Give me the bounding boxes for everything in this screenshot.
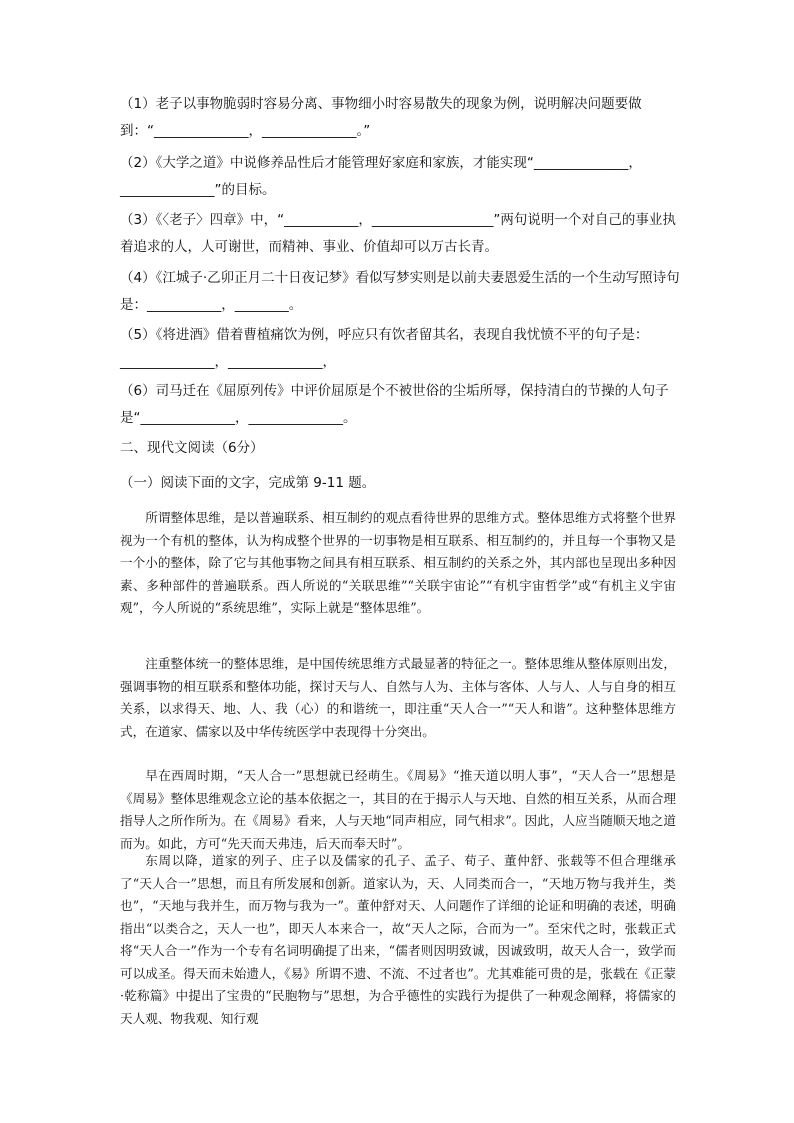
question-6: （6）司马迁在《屈原列传》中评价屈原是个不被世俗的尘垢所辱，保持清白的节操的人句子是“______________，______________。 bbox=[120, 383, 669, 426]
passage-paragraph-3: 早在西周时期，“天人合一”思想就已经萌生。《周易》“推天道以明人事”，“天人合一”思想是《周易》整体思维观念立论的基本依据之一，其目的在于揭示人与天地、自然的相互关系，从而合理指导人之所作所为。在《周易》看来，人与天地“同声相应，同气相求”。因此，人应当随顺天地之道而为。如此，方可“先天而天弗违，后天而奉天时”。 bbox=[120, 768, 676, 851]
question-5: （5）《将进酒》借着曹植痛饮为例，呼应只有饮者留其名，表现自我忧愤不平的句子是：______________，______________， bbox=[120, 327, 649, 370]
passage-paragraph-2: 注重整体统一的整体思维，是中国传统思维方式最显著的特征之一。整体思维从整体原则出发，强调事物的相互联系和整体功能，探讨天与人、自然与人为、主体与客体、人与人、人与自身的相互关系，以求得天、地、人、我（心）的和谐统一，即注重“天人合一”“天人和谐”。这种整体思维方式，在道家、儒家以及中华传统医学中表现得十分突出。 bbox=[120, 656, 676, 739]
subsection-title: （一）阅读下面的文字，完成第 9-11 题。 bbox=[120, 475, 376, 491]
passage-paragraph-1: 所谓整体思维，是以普遍联系、相互制约的观点看待世界的思维方式。整体思维方式将整个世界视为一个有机的整体，认为构成整个世界的一切事物是相互联系、相互制约的，并且每一个事物又是一个小的整体，除了它与其他事物之间具有相互联系、相互制约的关系之外，其内部也呈现出多种因素、多种部件的普遍联系。西人所说的“关联思维”“关联宇宙论”“有机宇宙哲学”或“有机主义宇宙观”，今人所说的“系统思维”，实际上就是“整体思维”。 bbox=[120, 510, 676, 615]
question-3: （3）《〈老子〉四章》中，“___________，__________________”两句说明一个对自己的事业执着追求的人，人可谢世，而精神、事业、价值却可以万古长青。 bbox=[120, 212, 676, 255]
question-1: （1）老子以事物脆弱时容易分离、事物细小时容易散失的现象为例，说明解决问题要做到：“______________，______________。” bbox=[120, 96, 642, 139]
question-4: （4）《江城子·乙卯正月二十日夜记梦》看似写梦实则是以前夫妻恩爱生活的一个生动写照诗句是：___________，________。 bbox=[120, 270, 680, 313]
section-title: 二、现代文阅读（6分） bbox=[120, 440, 264, 456]
passage-paragraph-4: 东周以降，道家的列子、庄子以及儒家的孔子、孟子、荀子、董仲舒、张载等不但合理继承了“天人合一”思想，而且有所发展和创新。道家认为，天、人同类而合一，“天地万物与我并生，类也”，“天地与我并生，而万物与我为一”。董仲舒对天、人问题作了详细的论证和明确的表述，明确指出“以类合之，天人一也”，即天人本来合一，故“天人之际，合而为一”。至宋代之时，张载正式将“天人合一”作为一个专有名词明确提了出来，“儒者则因明致诚，因诚致明，故天人合一，致学而可以成圣。得天而未始遗人，《易》所谓不遗、不流、不过者也”。尤其难能可贵的是，张载在《正蒙·乾称篇》中提出了宝贵的“民胞物与”思想，为合乎德性的实践行为提供了一种观念阐释，将儒家的天人观、物我观、知行观 bbox=[120, 853, 676, 1026]
question-2: （2）《大学之道》中说修养品性后才能管理好家庭和家族，才能实现“______________，______________”的目标。 bbox=[120, 155, 642, 198]
